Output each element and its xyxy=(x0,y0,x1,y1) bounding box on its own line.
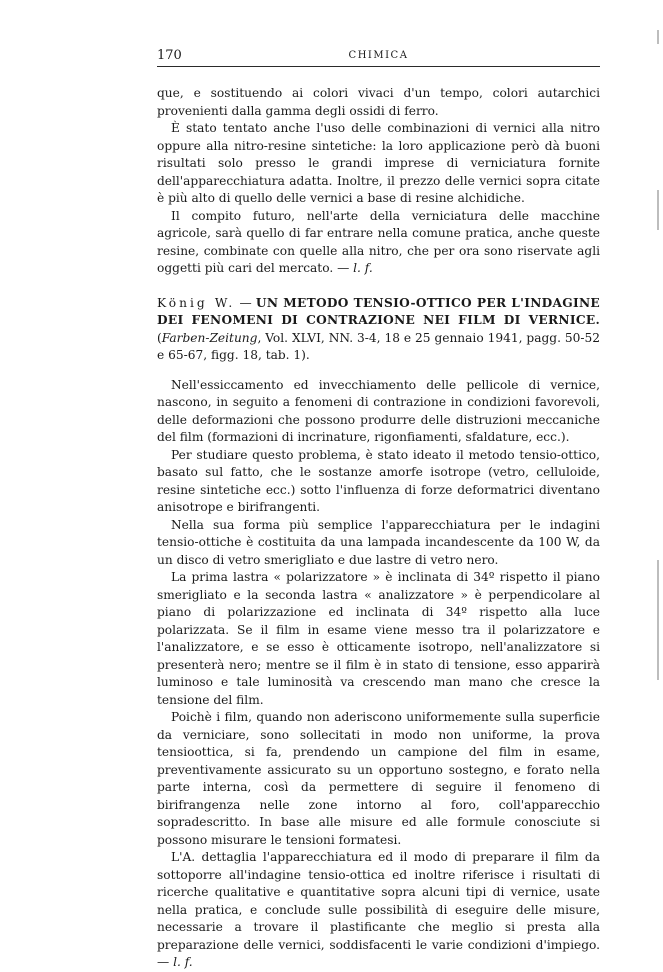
paragraph-text: L'A. dettaglia l'apparecchiatura ed il modo di preparare il film da sottoporre all'indagine tensio-ottica ed inoltre riferisce i risultati di ricerche qualitative e quantitative sopra alcuni tipi di vernice, usate nella pratica, e conclude sulle possibilità di eseguire delle misure, necessarie a trovare il plastificante che meglio si presta alla preparazione delle vernici, soddisfacenti le varie condizioni d'impiego. — xyxy=(157,850,600,969)
journal-name: Farben-Zeitung xyxy=(161,330,258,345)
running-title: CHIMICA xyxy=(348,50,409,61)
article-author: König W. xyxy=(157,295,236,310)
paragraph xyxy=(157,208,600,278)
paragraph xyxy=(157,849,600,972)
heading-dash: — xyxy=(235,295,256,310)
page xyxy=(157,44,600,972)
article-title: UN METODO TENSIO-OTTICO PER L'INDAGINE DEI FENOMENI DI CONTRAZIONE NEI FILM DI VERNICE. xyxy=(157,295,601,327)
scan-edge-mark xyxy=(657,560,659,680)
article-body xyxy=(157,377,600,972)
paragraph: È stato tentato anche l'uso delle combinazioni di vernici alla nitro oppure alla nitro-resine sintetiche: la loro applicazione però dà buoni risultati solo presso le grandi imprese di verniciatura fornite dell'apparecchiatura adatta. Inoltre, il prezzo delle vernici sopra citate è più alto di quello delle vernici a base di resine alchidiche. xyxy=(157,121,600,205)
scan-edge-mark xyxy=(657,30,659,44)
page-number: 170 xyxy=(157,48,182,63)
scan-edge-mark xyxy=(657,190,659,230)
author-initials: l. f. xyxy=(173,955,193,969)
previous-article xyxy=(157,85,600,278)
paragraph-text: Il compito futuro, nell'arte della verniciatura delle macchine agricole, sarà quello di far entrare nella comune pratica, anche queste resine, combinate con quelle alla nitro, che per ora sono riservate agli oggetti più cari del mercato. — xyxy=(157,208,600,275)
paragraph: Poichè i film, quando non aderiscono uniformemente sulla superficie da verniciare, sono sollecitati in modo non uniforme, la prova tensioottica, si fa, prendendo un campione del film in esame, preventivamente assicurato su un opportuno sostegno, e forato nella parte interna, così da permettere di seguire il fenomeno di birifrangenza nelle zone intorno al foro, coll'apparecchio sopradescritto. In base alle misure ed alle formule conosciute si possono misurare le tensioni formatesi. xyxy=(157,710,600,847)
article-heading xyxy=(157,295,600,365)
citation-details: , Vol. XLVI, NN. 3-4, 18 e 25 gennaio 1941, pagg. 50-52 e 65-67, figg. 18, tab. 1). xyxy=(157,330,600,362)
paragraph: Nella sua forma più semplice l'apparecchiatura per le indagini tensio-ottiche è costituita da una lampada incandescente da 100 W, da un disco di vetro smerigliato e due lastre di vetro nero. xyxy=(157,517,600,567)
citation-open: ( xyxy=(157,330,162,345)
paragraph: que, e sostituendo ai colori vivaci d'un tempo, colori autarchici provenienti dalla gamma degli ossidi di ferro. xyxy=(157,86,600,118)
paragraph: Nell'essiccamento ed invecchiamento delle pellicole di vernice, nascono, in seguito a fenomeni di contrazione in condizioni favorevoli, delle deformazioni che possono produrre delle distruzioni meccaniche del film (formazioni di incrinature, rigonfiamenti, sfaldature, ecc.). xyxy=(157,377,600,444)
page-header xyxy=(157,44,600,67)
author-initials: l. f. xyxy=(353,261,373,275)
paragraph: La prima lastra « polarizzatore » è inclinata di 34º rispetto il piano smerigliato e la seconda lastra « analizzatore » è perpendicolare al piano di polarizzazione ed inclinata di 34º rispetto alla luce polarizzata. Se il film in esame viene messo tra il polarizzatore e l'analizzatore, e se esso è otticamente isotropo, nell'analizzatore si presenterà nero; mentre se il film è in stato di tensione, esso apparirà luminoso e tale luminosità va crescendo man mano che cresce la tensione del film. xyxy=(157,570,600,707)
paragraph: Per studiare questo problema, è stato ideato il metodo tensio-ottico, basato sul fatto, che le sostanze amorfe isotrope (vetro, celluloide, resine sintetiche ecc.) sotto l'influenza di forze deformatrici diventano anisotrope e birifrangenti. xyxy=(157,447,600,514)
